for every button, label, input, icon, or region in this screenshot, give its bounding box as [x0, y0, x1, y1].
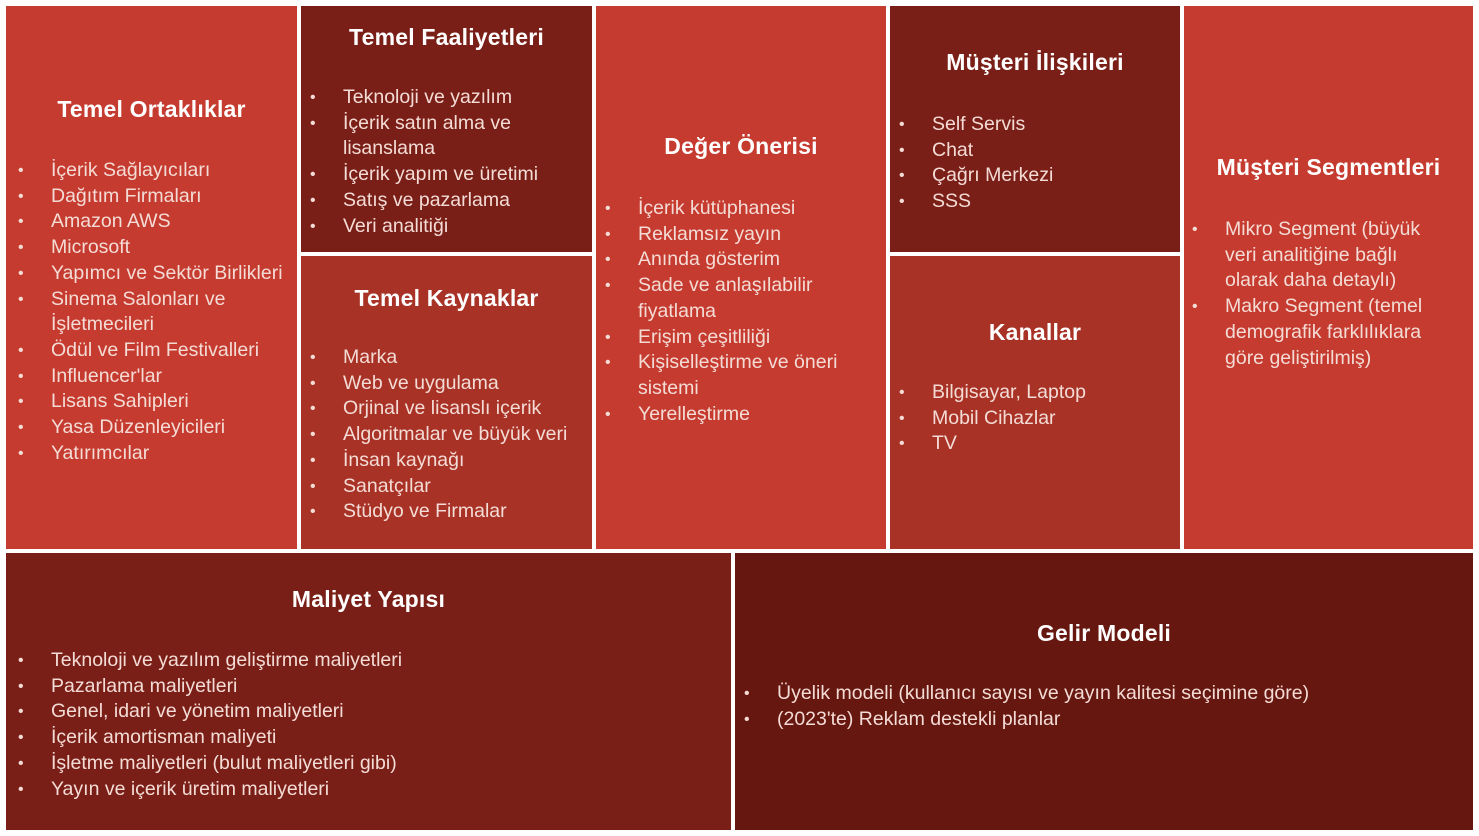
cost-structure-title: Maliyet Yapısı [291, 586, 446, 612]
key-partners-block [6, 6, 297, 549]
list-item: • Erişim çeşitliliği [605, 325, 877, 351]
channels-block [890, 256, 1180, 549]
list-item: • Yatırımcılar [18, 441, 296, 467]
list-item: • Influencer'lar [18, 364, 296, 390]
list-item: • Yasa Düzenleyicileri [18, 415, 296, 441]
list-item: • Stüdyo ve Firmalar [310, 499, 590, 525]
list-item: • Chat [899, 138, 1169, 164]
key-resources-list [310, 345, 590, 525]
list-item: • Marka [310, 345, 590, 371]
list-item: • Pazarlama maliyetleri [18, 674, 718, 700]
list-item: • Sade ve anlaşılabilir fiyatlama [605, 273, 877, 324]
cost-structure-list [18, 648, 718, 802]
customer-segments-list [1192, 217, 1454, 371]
list-item: • Mikro Segment (büyük veri analitiğine bağlı olarak daha detaylı) [1192, 217, 1454, 294]
list-item: • Web ve uygulama [310, 371, 590, 397]
key-activities-list [310, 85, 580, 239]
list-item: • Üyelik modeli (kullanıcı sayısı ve yayın kalitesi seçimine göre) [744, 681, 1454, 707]
list-item: • Teknoloji ve yazılım geliştirme maliyetleri [18, 648, 718, 674]
list-item: • Dağıtım Firmaları [18, 184, 296, 210]
key-activities-block [301, 6, 592, 252]
key-partners-title: Temel Ortaklıklar [57, 96, 246, 122]
key-resources-title: Temel Kaynaklar [354, 285, 539, 311]
list-item: • Makro Segment (temel demografik farklılıklara göre geliştirilmiş) [1192, 294, 1454, 371]
channels-list [899, 380, 1169, 457]
list-item: • Sanatçılar [310, 474, 590, 500]
list-item: • Microsoft [18, 235, 296, 261]
key-activities-title: Temel Faaliyetleri [349, 24, 544, 50]
list-item: • Çağrı Merkezi [899, 163, 1169, 189]
list-item: • İşletme maliyetleri (bulut maliyetleri gibi) [18, 751, 718, 777]
value-proposition-list [605, 196, 877, 427]
list-item: • Lisans Sahipleri [18, 389, 296, 415]
list-item: • Satış ve pazarlama [310, 188, 580, 214]
revenue-model-block [735, 553, 1473, 830]
list-item: • İçerik satın alma ve lisanslama [310, 111, 580, 162]
customer-relationships-title: Müşteri İlişkileri [946, 49, 1124, 75]
customer-segments-title: Müşteri Segmentleri [1216, 154, 1441, 180]
list-item: • Mobil Cihazlar [899, 406, 1169, 432]
list-item: • Amazon AWS [18, 209, 296, 235]
list-item: • İçerik kütüphanesi [605, 196, 877, 222]
revenue-model-title: Gelir Modeli [1036, 620, 1172, 646]
channels-title: Kanallar [988, 319, 1082, 345]
list-item: • Algoritmalar ve büyük veri [310, 422, 590, 448]
list-item: • Genel, idari ve yönetim maliyetleri [18, 699, 718, 725]
key-resources-block [301, 256, 592, 549]
revenue-model-list [744, 681, 1454, 732]
list-item: • Teknoloji ve yazılım [310, 85, 580, 111]
list-item: • Veri analitiği [310, 214, 580, 240]
list-item: • İnsan kaynağı [310, 448, 590, 474]
list-item: • Ödül ve Film Festivalleri [18, 338, 296, 364]
value-proposition-block [596, 6, 886, 549]
list-item: • Kişiselleştirme ve öneri sistemi [605, 350, 877, 401]
list-item: • TV [899, 431, 1169, 457]
list-item: • İçerik Sağlayıcıları [18, 158, 296, 184]
list-item: • Anında gösterim [605, 247, 877, 273]
list-item: • Yerelleştirme [605, 402, 877, 428]
value-proposition-title: Değer Önerisi [664, 133, 818, 159]
list-item: • (2023'te) Reklam destekli planlar [744, 707, 1454, 733]
key-partners-list [18, 158, 296, 466]
customer-relationships-block [890, 6, 1180, 252]
list-item: • Reklamsız yayın [605, 222, 877, 248]
list-item: • Sinema Salonları ve İşletmecileri [18, 287, 296, 338]
list-item: • Self Servis [899, 112, 1169, 138]
list-item: • Yapımcı ve Sektör Birlikleri [18, 261, 296, 287]
customer-segments-block [1184, 6, 1473, 549]
cost-structure-block [6, 553, 731, 830]
customer-relationships-list [899, 112, 1169, 215]
list-item: • Orjinal ve lisanslı içerik [310, 396, 590, 422]
list-item: • İçerik amortisman maliyeti [18, 725, 718, 751]
list-item: • Bilgisayar, Laptop [899, 380, 1169, 406]
list-item: • İçerik yapım ve üretimi [310, 162, 580, 188]
list-item: • Yayın ve içerik üretim maliyetleri [18, 777, 718, 803]
list-item: • SSS [899, 189, 1169, 215]
